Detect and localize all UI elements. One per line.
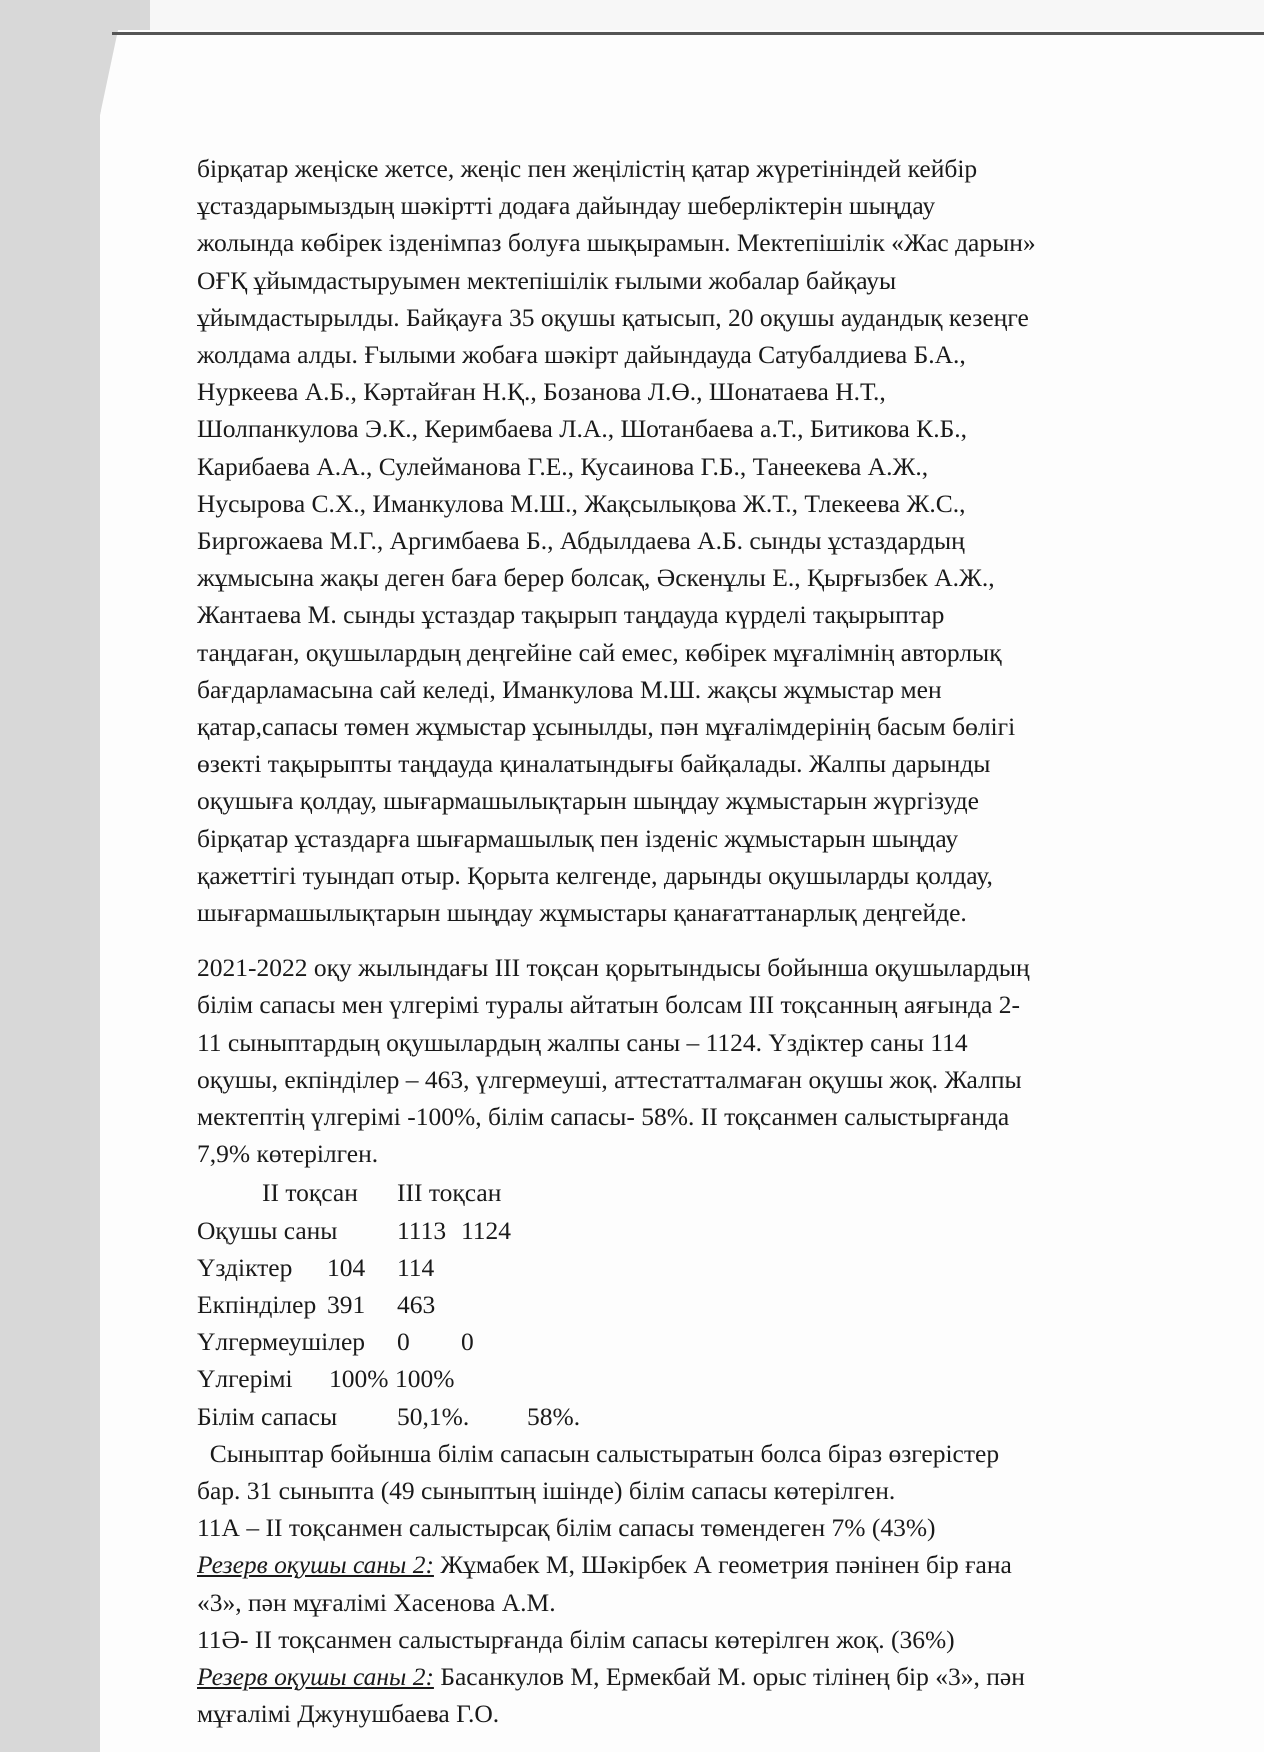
text-line: 11 сыныптардың оқушылардың жалпы саны – 1124. Үздіктер саны 114 [197, 1027, 968, 1057]
text-line: мұғалімі Джунушбаева Г.О. [197, 1699, 500, 1729]
text-line: Сыныптар бойынша білім сапасын салыстыратын болса біраз өзгерістер [197, 1438, 1000, 1468]
text-line: Карибаева А.А., Сулейманова Г.Е., Кусаинова Г.Б., Танеекева А.Ж., [197, 451, 929, 481]
value-q2: 1113 [397, 1215, 447, 1245]
paragraph-projects [197, 150, 1167, 931]
text-line: Жантаева М. сынды ұстаздар тақырып таңдауда күрделі тақырыптар [197, 600, 945, 630]
reserve-text: Жұмабек М, Шәкірбек А геометрия пәнінен бір ғана [433, 1550, 1012, 1580]
text-line: Нусырова С.Х., Иманкулова М.Ш., Жақсылықова Ж.Т., Тлекеева Ж.С., [197, 488, 966, 518]
stats-header-row [197, 1174, 1167, 1211]
value-q3: 100% [395, 1364, 455, 1394]
text-line: бар. 31 сыныпта (49 сыныптың ішінде) білім сапасы көтерілген. [197, 1476, 896, 1505]
stats-row [197, 1212, 1167, 1249]
row-label: Үлгермеушілер [197, 1327, 366, 1357]
row-label: Үлгерімі [197, 1364, 293, 1394]
value-q3: 463 [397, 1290, 436, 1320]
text-line: мектептің үлгерімі -100%, білім сапасы- 58%. ІІ тоқсанмен салыстырғанда [197, 1102, 1010, 1132]
text-line: жұмысына жақы деген баға берер болсақ, Әскенұлы Е., Қырғызбек А.Ж., [197, 563, 995, 593]
document-content [197, 150, 1167, 1732]
text-line: қажеттігі туындап отыр. Қорыта келгенде, дарынды оқушыларды қолдау, [197, 860, 993, 890]
reserve-label: Резерв оқушы саны 2: [197, 1662, 434, 1692]
value-q3: 58%. [527, 1401, 581, 1431]
text-line: өзекті тақырыпты таңдауда қиналатындығы байқалады. Жалпы дарынды [197, 749, 991, 779]
text-line: бірқатар ұстаздарға шығармашылық пен ізденіс жұмыстарын шыңдау [197, 823, 959, 853]
text-line: ОҒҚ ұйымдастыруымен мектепішілік ғылыми жобалар байқауы [197, 265, 897, 295]
value-q3: 114 [397, 1252, 435, 1282]
text-line: Шолпанкулова Э.К., Керимбаева Л.А., Шотанбаева а.Т., Битикова К.Б., [197, 414, 967, 444]
stats-row [197, 1323, 1167, 1360]
stats-row [197, 1398, 1167, 1435]
stats-row [197, 1249, 1167, 1286]
value-q2: 104 [327, 1252, 366, 1282]
row-label: Оқушы саны [197, 1215, 338, 1245]
reserve-line [197, 1546, 1167, 1583]
text-line: жолдама алды. Ғылыми жобаға шәкірт дайындауда Сатубалдиева Б.А., [197, 340, 966, 370]
stats-table [197, 1174, 1167, 1434]
text-line: «3», пән мұғалімі Хасенова А.М. [197, 1587, 556, 1617]
row-label: Білім сапасы [197, 1401, 338, 1431]
text-line: жолында көбірек ізденімпаз болуға шықырамын. Мектепішілік «Жас дарын» [197, 228, 1036, 258]
text-line: бірқатар жеңіске жетсе, жеңіс пен жеңілістің қатар жүретініндей кейбір [197, 154, 978, 183]
header-quarter-3: ІІІ тоқсан [397, 1178, 502, 1208]
text-line: таңдаған, оқушылардың деңгейіне сай емес, көбірек мұғалімнің авторлық [197, 637, 1002, 667]
text-line: 7,9% көтерілген. [197, 1139, 379, 1169]
stats-row [197, 1286, 1167, 1323]
header-quarter-2: ІІ тоқсан [262, 1178, 358, 1208]
value-q2: 391 [327, 1290, 366, 1320]
text-line: Биргожаева М.Г., Аргимбаева Б., Абдылдаева А.Б. сынды ұстаздардың [197, 526, 965, 556]
text-line: 11А – ІІ тоқсанмен салыстырсақ білім сапасы төмендеген 7% (43%) [197, 1513, 936, 1543]
text-line: шығармашылықтарын шыңдау жұмыстары қанағаттанарлық деңгейде. [197, 898, 967, 928]
text-line: оқушыға қолдау, шығармашылықтарын шыңдау жұмыстарын жүргізуде [197, 786, 979, 816]
text-line: 11Ә- ІІ тоқсанмен салыстырғанда білім сапасы көтерілген жоқ. (36%) [197, 1624, 955, 1654]
value-q2: 100% [329, 1364, 389, 1394]
row-label: Үздіктер [197, 1252, 293, 1282]
value-q3: 0 [461, 1327, 474, 1357]
text-line: 2021-2022 оқу жылындағы ІІІ тоқсан қорытындысы бойынша оқушылардың [197, 953, 1030, 983]
reserve-label: Резерв оқушы саны 2: [197, 1550, 434, 1580]
reserve-text: Басанкулов М, Ермекбай М. орыс тілінең бір «3», пән [433, 1662, 1025, 1692]
text-line: ұстаздарымыздың шәкіртті додаға дайындау шеберліктерін шыңдау [197, 191, 936, 221]
value-q2: 0 [397, 1327, 410, 1357]
text-line: білім сапасы мен үлгерімі туралы айтатын болсам ІІІ тоқсанның аяғында 2- [197, 990, 1021, 1020]
text-line: оқушы, екпінділер – 463, үлгермеуші, аттестатталмаған оқушы жоқ. Жалпы [197, 1064, 1022, 1094]
text-line: қатар,сапасы төмен жұмыстар ұсынылды, пән мұғалімдерінің басым бөлігі [197, 712, 1016, 742]
reserve-line [197, 1658, 1167, 1695]
row-label: Екпінділер [197, 1290, 317, 1320]
value-q2: 50,1%. [397, 1401, 470, 1431]
paragraph-class-comparison [197, 1435, 1167, 1733]
text-line: ұйымдастырылды. Байқауға 35 оқушы қатысып, 20 оқушы аудандық кезеңге [197, 302, 1029, 332]
page-top-edge [112, 32, 1264, 35]
stats-row [197, 1360, 1167, 1397]
value-q3: 1124 [461, 1215, 512, 1245]
paragraph-quarter-results [197, 949, 1167, 1172]
text-line: бағдарламасына сай келеді, Иманкулова М.Ш. жақсы жұмыстар мен [197, 674, 942, 704]
text-line: Нуркеева А.Б., Кәртайған Н.Қ., Бозанова Л.Ө., Шонатаева Н.Т., [197, 377, 886, 407]
